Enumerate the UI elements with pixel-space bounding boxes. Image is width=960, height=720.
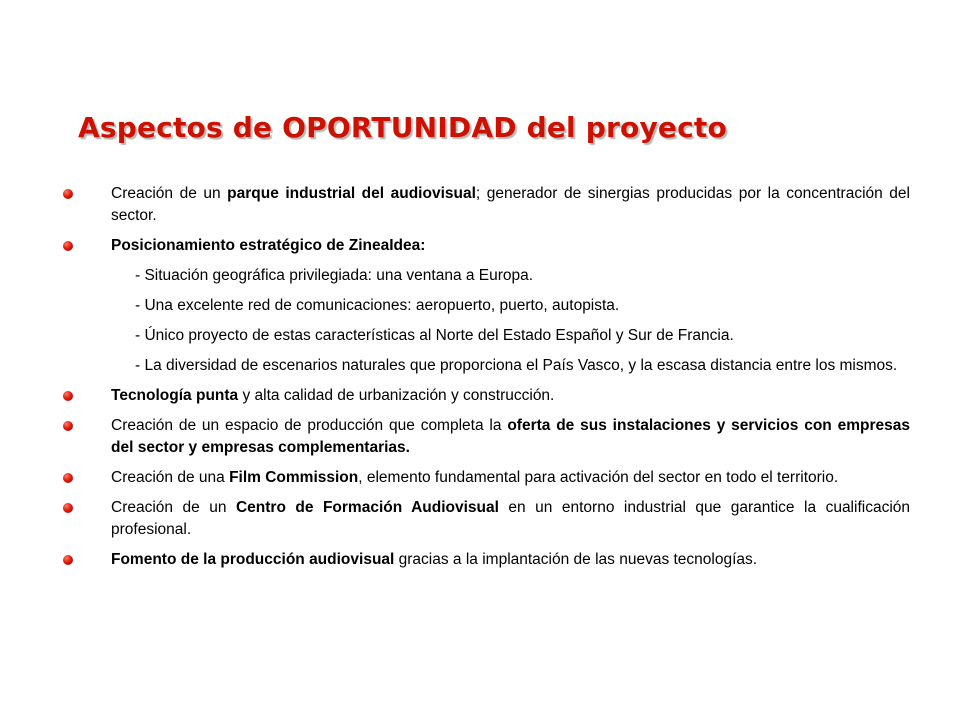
bullet-item xyxy=(60,385,910,407)
slide-title: Aspectos de OPORTUNIDAD del proyecto xyxy=(78,111,727,144)
item-text: Posicionamiento estratégico de ZineaIdea: xyxy=(111,237,426,254)
item-text: Tecnología punta y alta calidad de urbanización y construcción. xyxy=(111,387,555,404)
sub-item: - La diversidad de escenarios naturales que proporciona el País Vasco, y la escasa distancia entre los mismos. xyxy=(135,357,898,374)
sub-item: - Situación geográfica privilegiada: una ventana a Europa. xyxy=(135,267,534,284)
bullet-item xyxy=(60,467,910,489)
red-sphere-bullet-icon xyxy=(63,189,73,199)
item-text: Creación de un Centro de Formación Audiovisual en un entorno industrial que garantice la cualificación profesional. xyxy=(111,499,910,538)
red-sphere-bullet-icon xyxy=(63,421,73,431)
bullet-item xyxy=(60,415,910,459)
red-sphere-bullet-icon xyxy=(63,391,73,401)
red-sphere-bullet-icon xyxy=(63,555,73,565)
bullet-item xyxy=(60,235,910,257)
bullet-item xyxy=(60,497,910,541)
sub-item: - Una excelente red de comunicaciones: aeropuerto, puerto, autopista. xyxy=(135,297,620,314)
item-text: Fomento de la producción audiovisual gracias a la implantación de las nuevas tecnologías. xyxy=(111,551,758,568)
bullet-item xyxy=(60,549,910,571)
bullet-item xyxy=(60,183,910,227)
item-text: Creación de un parque industrial del audiovisual; generador de sinergias producidas por la concentración del sector. xyxy=(111,185,910,224)
sub-item: - Único proyecto de estas características al Norte del Estado Español y Sur de Francia. xyxy=(135,327,734,344)
red-sphere-bullet-icon xyxy=(63,241,73,251)
bullet-list xyxy=(60,183,910,579)
item-text: Creación de un espacio de producción que completa la oferta de sus instalaciones y servicios con empresas del sector y empresas complementarias. xyxy=(111,417,910,456)
red-sphere-bullet-icon xyxy=(63,473,73,483)
item-text: Creación de una Film Commission, elemento fundamental para activación del sector en todo el territorio. xyxy=(111,469,839,486)
red-sphere-bullet-icon xyxy=(63,503,73,513)
